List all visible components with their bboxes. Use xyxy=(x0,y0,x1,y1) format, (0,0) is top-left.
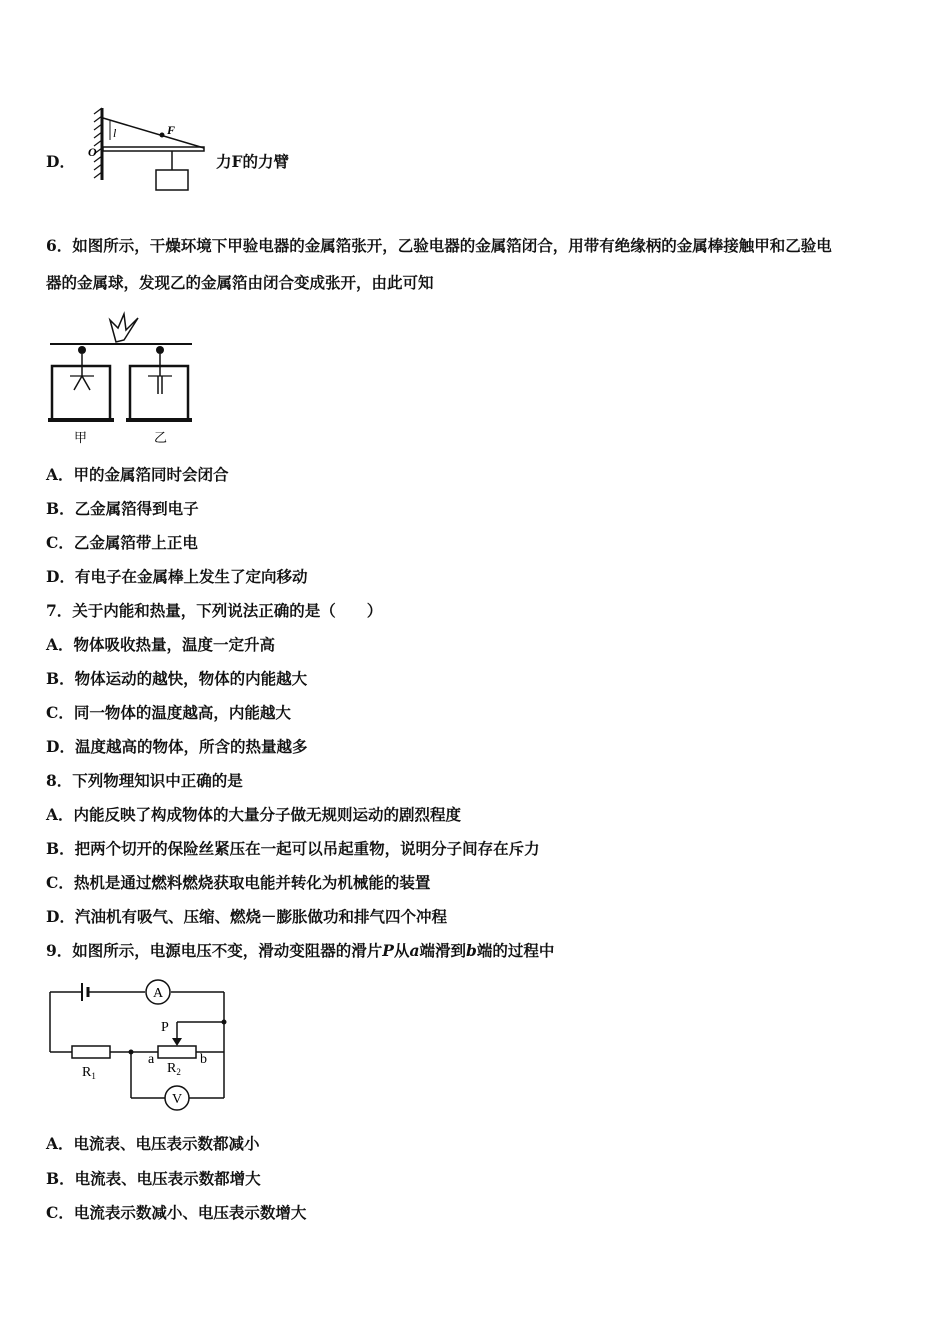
ammeter-label: A xyxy=(152,986,164,1001)
q6-stem-line2: 器的金属球，发现乙的金属箔由闭合变成张开，由此可知 xyxy=(46,273,434,292)
q6-option-d: D．有电子在金属棒上发生了定向移动 xyxy=(46,567,308,586)
q8-option-b: B．把两个切开的保险丝紧压在一起可以吊起重物，说明分子间存在斥力 xyxy=(46,839,540,858)
q7-stem: 7．关于内能和热量，下列说法正确的是（ ） xyxy=(46,601,383,620)
q9-option-a: A．电流表、电压表示数都减小 xyxy=(46,1134,260,1153)
q6-option-a: A．甲的金属箔同时会闭合 xyxy=(46,465,229,484)
q5-option-d-label: D． xyxy=(46,152,75,171)
junction-left xyxy=(129,1050,134,1055)
q9-circuit-figure xyxy=(44,976,234,1112)
q6-option-b: B．乙金属箔得到电子 xyxy=(46,499,199,518)
r1-label: $R_1$ xyxy=(82,1065,96,1081)
junction-right xyxy=(222,1020,227,1025)
end-a-label: a xyxy=(148,1052,155,1067)
arm-label: l xyxy=(113,126,117,140)
q7-option-d: D．温度越高的物体，所含的热量越多 xyxy=(46,737,308,756)
q6-electroscope-figure xyxy=(46,308,196,448)
force-point xyxy=(160,133,165,138)
resistor-r2 xyxy=(158,1046,196,1058)
electroscope-yi xyxy=(126,346,192,422)
voltmeter-label: V xyxy=(171,1092,183,1107)
electroscope-jia xyxy=(48,346,114,422)
lever-bar xyxy=(103,147,204,151)
q9-stem-mid1: 从 xyxy=(393,941,410,960)
q8-option-d: D．汽油机有吸气、压缩、燃烧－膨胀做功和排气四个冲程 xyxy=(46,907,447,926)
q8-stem: 8．下列物理知识中正确的是 xyxy=(46,771,243,790)
slider-label: P xyxy=(161,1020,169,1035)
q9-stem xyxy=(46,941,554,961)
q7-option-c: C．同一物体的温度越高，内能越大 xyxy=(46,703,291,722)
end-b-label: b xyxy=(200,1052,207,1067)
q9-var-p: P xyxy=(382,941,394,960)
weight-block xyxy=(156,170,188,190)
q5-lever-figure xyxy=(88,104,218,194)
q9-option-b: B．电流表、电压表示数都增大 xyxy=(46,1169,261,1188)
r2-label: $R_2$ xyxy=(167,1061,181,1077)
q9-var-b: b xyxy=(466,941,477,960)
label-yi: 乙 xyxy=(154,431,168,446)
q9-option-c: C．电流表示数减小、电压表示数增大 xyxy=(46,1203,307,1222)
q9-stem-suffix: 端的过程中 xyxy=(476,941,555,960)
q8-option-c: C．热机是通过燃料燃烧获取电能并转化为机械能的装置 xyxy=(46,873,431,892)
resistor-r1 xyxy=(72,1046,110,1058)
slider-arrow xyxy=(172,1038,182,1046)
q9-stem-prefix: 9．如图所示，电源电压不变，滑动变阻器的滑片 xyxy=(46,941,383,960)
q7-option-a: A．物体吸收热量，温度一定升高 xyxy=(46,635,276,654)
insulating-handle xyxy=(110,314,138,342)
q6-option-c: C．乙金属箔带上正电 xyxy=(46,533,198,552)
q8-option-a: A．内能反映了构成物体的大量分子做无规则运动的剧烈程度 xyxy=(46,805,462,824)
q9-var-a: a xyxy=(409,941,420,960)
point-f-label: F xyxy=(167,123,176,137)
label-jia: 甲 xyxy=(74,431,88,446)
q6-stem-line1: 6．如图所示，干燥环境下甲验电器的金属箔张开，乙验电器的金属箔闭合，用带有绝缘柄的金属棒接触甲和乙验电 xyxy=(46,236,832,255)
q9-stem-mid2: 端滑到 xyxy=(419,941,467,960)
q7-option-b: B．物体运动的越快，物体的内能越大 xyxy=(46,669,308,688)
force-line xyxy=(103,118,204,148)
point-o-label: O xyxy=(88,145,97,159)
q5-option-d-text: 力F的力臂 xyxy=(216,152,290,171)
